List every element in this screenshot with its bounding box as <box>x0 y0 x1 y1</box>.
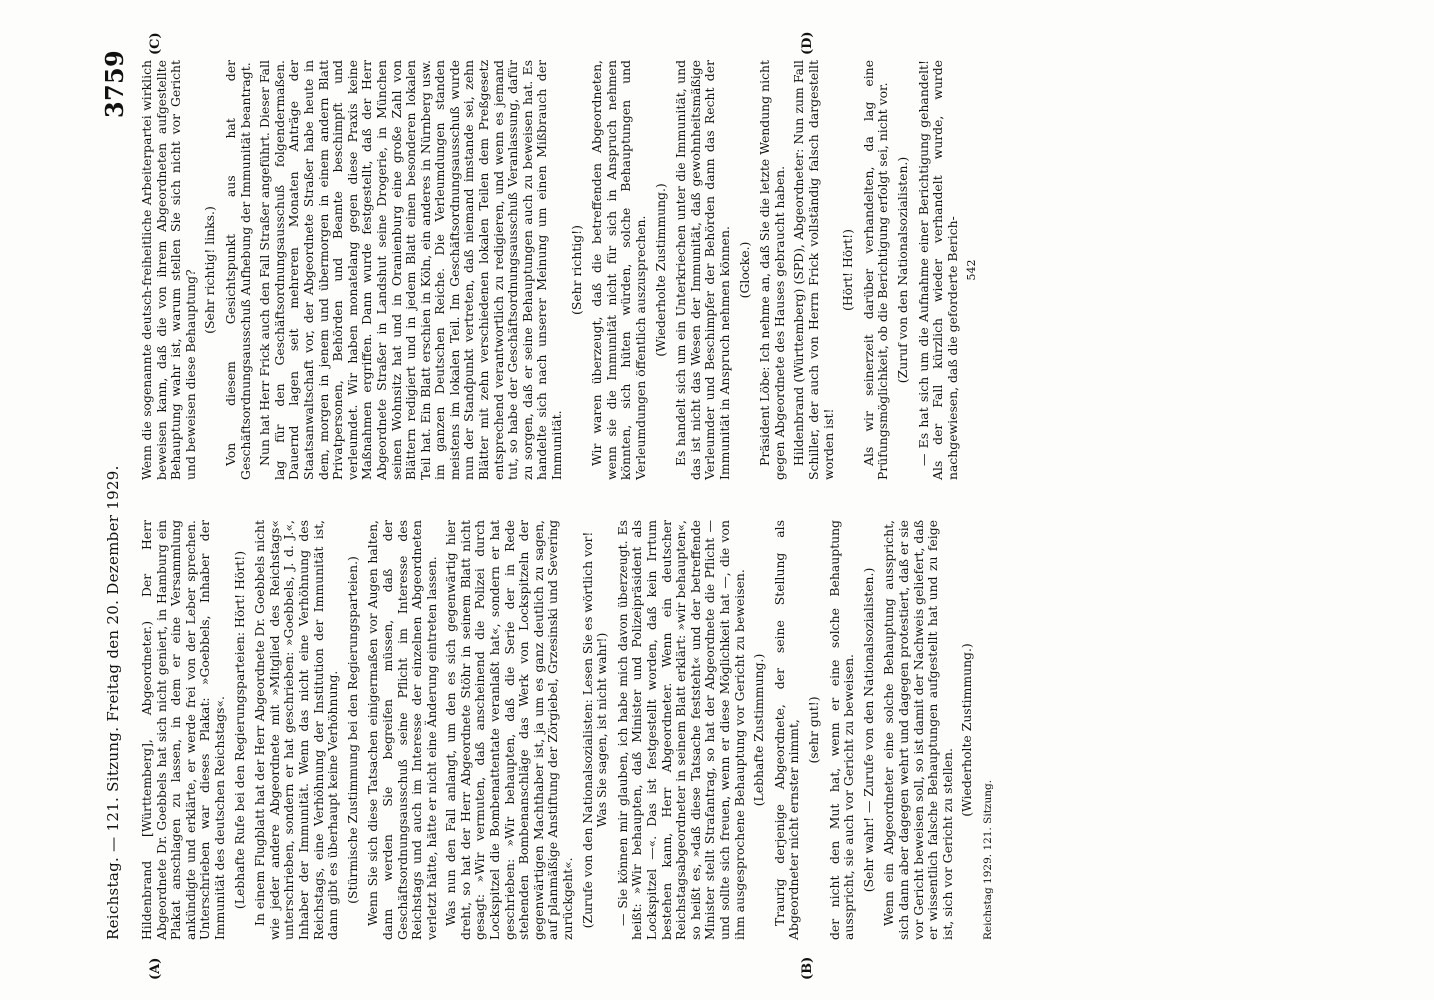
right-paragraph: Wenn die sogenannte deutsch-freiheitliche Arbeiterpartei wirklich beweisen kann, daß die von ihrem Abgeordneten aufgestellte Behauptung wahr ist, warum stellen Sie sich nicht vor Gericht und beweisen diese Behauptung? <box>139 60 198 480</box>
rotated-page-content <box>100 31 1400 980</box>
left-interjection: (Sehr wahr! — Zurufe von den Nationalsozialisten.) <box>860 567 876 893</box>
right-paragraph: Hildenbrand (Württemberg) (SPD), Abgeordneter: Nun zum Fall Schiller, der auch von Herrn Frick vollständig falsch dargestellt worden ist! <box>791 60 836 480</box>
right-interjection: (Sehr richtig!) <box>568 225 584 315</box>
left-interjection: (sehr gut!) <box>805 696 821 764</box>
running-header <box>100 50 130 940</box>
marker-d: (D) <box>800 31 815 55</box>
marker-a: (A) <box>148 957 163 980</box>
left-paragraph: der nicht den Mut hat, wenn er eine solche Behauptung ausspricht, sie auch vor Gericht zu beweisen. <box>826 520 857 940</box>
right-paragraph: Wir waren überzeugt, daß die betreffenden Abgeordneten, wenn sie die Immunität nicht für sich in Anspruch nehmen könnten, sich hüten würden, solche Behauptungen und Verleumdungen öffentlich auszusprechen. <box>589 60 648 480</box>
right-paragraph: Von diesem Gesichtspunkt aus hat der Geschäftsordnungsausschuß Aufhebung der Immunität beantragt. <box>222 60 253 480</box>
left-interjection: (Zurufe von den Nationalsozialisten: Lesen Sie es wörtlich vor! Was Sie sagen, ist nicht wahr!) <box>579 531 610 929</box>
right-interjection: (Hört! Hört!) <box>840 229 856 311</box>
right-paragraph: Präsident Löbe: Ich nehme an, daß Sie die letzte Wendung nicht gegen Abgeordnete des Hauses gebraucht haben. <box>757 60 787 480</box>
right-paragraph: Nun hat Herr Frick auch den Fall Straßer angeführt. Dieser Fall lag für den Geschäftsordnungsausschuß folgendermaßen. Dauernd lagen seit mehreren Monaten Anträge der Staatsanwaltschaft vor, der Abgeordnete Straßer habe heute in dem, morgen in jenem und übermorgen in einem andern Blatt Privatpersonen, Behörden und Beamte beschimpft und verleumdet. Wir haben monatelang gegen diese Praxis keine Maßnahmen ergriffen. Dann wurde festgestellt, daß der Herr Abgeordnete Straßer in Landshut seine Drogerie, in München seinen Wohnsitz hat und in Oranienburg eine große Zahl von Blättern redigiert und in jedem Blatt einen besonderen lokalen Teil hat. Ein Blatt erschien in Köln, ein anderes in Nürnberg usw. im ganzen Deutschen Reiche. Die Verleumdungen standen meistens im lokalen Teil. Im Geschäftsordnungsausschuß wurde nun der Standpunkt vertreten, daß niemand imstande sei, zehn Blätter mit zehn verschiedenen lokalen Teilen dem Preßgesetz entsprechend verantwortlich zu redigieren, und wenn es jemand tut, so habe der Geschäftsordnungsausschuß Veranlassung, dafür zu sorgen, daß er seine Behauptungen auch zu beweisen hat. Es handelte sich nach unserer Meinung um einen Mißbrauch der Immunität. <box>257 60 565 480</box>
left-paragraph: Hildenbrand [Württemberg], Abgeordneter.) Der Herr Abgeordnete Dr. Goebbels hat sich nicht geniert, in Hamburg ein Plakat anschlagen zu lassen, in dem er eine Versammlung ankündigte und erklärte, er werde frei von der Leber sprechen. Unterschrieben war dieses Plakat: »Goebbels, Inhaber der Immunität des deutschen Reichstags«. <box>139 520 227 940</box>
right-interjection: (Sehr richtig! links.) <box>202 206 218 334</box>
left-paragraph: — Sie können mir glauben, ich habe mich davon überzeugt. Es heißt: »Wir behaupten, daß Minister und Polizeipräsident als Lockspitzel —«. Das ist festgestellt worden, daß kein Irrtum bestehen kann, Herr Abgeordneter. Wenn ein deutscher Reichstagsabgeordneter in seinem Blatt erklärt: »wir behaupten«, so heißt es, »daß diese Tatsache feststeht« und der betreffende Minister stellt Strafantrag, so hat der Abgeordnete die Pflicht — und sollte sich freuen, wenn er diese Möglichkeit hat —, die von ihm ausgesprochene Behauptung vor Gericht zu beweisen. <box>614 520 747 940</box>
left-interjection: (Lebhafte Rufe bei den Regierungsparteien: Hört! Hört!) <box>231 550 247 910</box>
right-column <box>140 60 986 480</box>
side-note <box>1412 10 1428 990</box>
left-paragraph: Wenn ein Abgeordneter eine solche Behauptung ausspricht, sich dann aber dagegen wehrt und dagegen protestiert, daß er sie vor Gericht beweisen soll, so ist damit der Nachweis geliefert, daß er wissentlich falsche Behauptungen aufgestellt hat und zu feige ist, sich vor Gericht zu stellen. <box>881 520 955 940</box>
left-interjection: (Lebhafte Zustimmung.) <box>751 653 767 807</box>
right-interjection: (Wiederholte Zustimmung.) <box>652 183 668 357</box>
left-column <box>140 520 1000 940</box>
left-interjection: (Wiederholte Zustimmung.) <box>959 643 975 817</box>
left-paragraph: Traurig derjenige Abgeordnete, der seine Stellung als Abgeordneter nicht ernster nimmt, <box>771 520 802 940</box>
left-footer: Reichstag 1929. 121. Sitzung. <box>981 779 994 940</box>
right-interjection: (Zuruf von den Nationalsozialisten.) <box>894 156 910 384</box>
marker-c: (C) <box>148 32 163 55</box>
left-paragraph: Wenn Sie sich diese Tatsachen einigermaßen vor Augen halten, dann werden Sie begreifen müssen, daß der Geschäftsordnungsausschuß seine Pflicht im Interesse des Reichstags und auch im Interesse der einzelnen Abgeordneten verletzt hätte, hätte er nicht eine Änderung eintreten lassen. <box>365 520 439 940</box>
left-paragraph: In einem Flugblatt hat der Herr Abgeordnete Dr. Goebbels nicht wie jeder andere Abgeordnete mit »Mitglied des Reichstags« unterschrieben, sondern er hat geschrieben: »Goebbels, J. d. J.«, Inhaber der Immunität. Wenn das nicht eine Verhöhnung des Reichstags, eine Verhöhnung der Institution der Immunität ist, dann gibt es überhaupt keine Verhöhnung. <box>252 520 341 940</box>
right-paragraph: — Es hat sich um die Aufnahme einer Berichtigung gehandelt! Als der Fall kürzlich wieder verhandelt wurde, wurde nachgewiesen, daß die geforderte Berich- <box>915 60 960 480</box>
right-paragraph: Als wir seinerzeit darüber verhandelten, da lag eine Prüfungsmöglichkeit, ob die Berichtigung erfolgt sei, nicht vor. <box>860 60 891 480</box>
left-interjection: (Stürmische Zustimmung bei den Regierungsparteien.) <box>344 556 360 904</box>
left-paragraph: Was nun den Fall anlangt, um den es sich gegenwärtig hier dreht, so hat der Herr Abgeordnete Stöhr in seinem Blatt nicht gesagt: »Wir vermuten, daß anscheinend die Polizei durch Lockspitzel die Bombenattentate veranlaßt hat«, sondern er hat geschrieben: »Wir behaupten, daß die Serie der in Rede stehenden Bombenanschläge das Werk von Lockspitzeln der gegenwärtigen Machthaber ist, ja um es ganz deutlich zu sagen, auf planmäßige Anstiftung der Zörgiebel, Grzesinski und Severing zurückgeht«. <box>443 520 576 940</box>
marker-b: (B) <box>800 956 815 980</box>
right-paragraph: Es handelt sich um ein Unterkriechen unter die Immunität, und das ist nicht das Wesen der Immunität, daß gewohnheitsmäßige Verleumder und Beschimpfer der Behörden dann das Recht der Immunität in Anspruch nehmen können. <box>673 60 732 480</box>
right-interjection: (Glocke.) <box>736 241 752 299</box>
header-title: Reichstag. — 121. Sitzung. Freitag den 20. Dezember 1929. <box>104 465 122 940</box>
header-page-number: 3759 <box>100 50 129 118</box>
right-page-number: 542 <box>965 259 979 281</box>
